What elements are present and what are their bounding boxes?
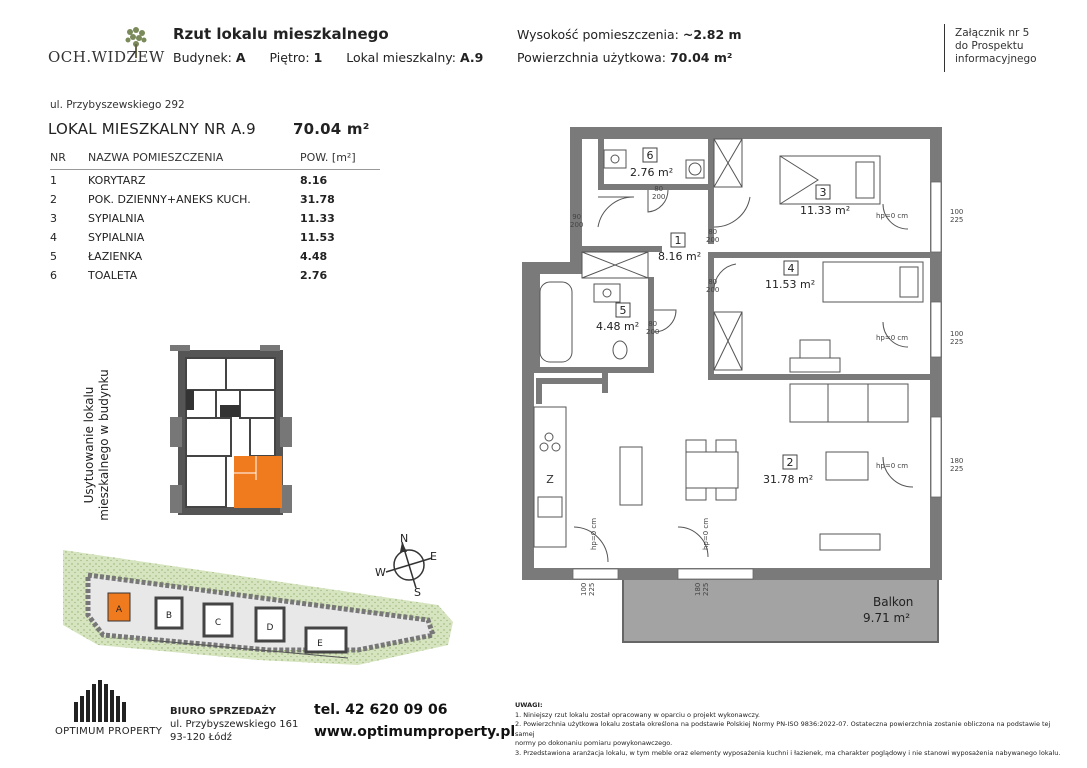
room-4-area: 11.53 m² [765, 278, 816, 291]
annex-divider [944, 24, 945, 72]
och-widzew-logo [48, 24, 165, 72]
unit-value: A.9 [459, 50, 484, 65]
hp-label: hp=0 cm [876, 462, 909, 470]
cell-nr: 2 [50, 193, 57, 206]
building-info [173, 50, 483, 65]
cell-name: ŁAZIENKA [88, 250, 143, 263]
cell-name: SYPIALNIA [88, 212, 145, 225]
compass-e: E [430, 550, 437, 563]
unit-label: Lokal mieszkalny: [346, 50, 456, 65]
sales-office [170, 705, 298, 744]
unit-area: 70.04 m² [293, 120, 370, 138]
col-name: NAZWA POMIESZCZENIA [88, 150, 300, 170]
window-mark: 180 225 [694, 582, 710, 596]
room-height [517, 27, 742, 42]
hp-label: hp=0 cm [876, 334, 909, 342]
table-row [50, 227, 380, 246]
location-caption-line: Usytuowanie lokalu [82, 386, 96, 504]
highlighted-unit [234, 456, 282, 508]
cell-name: KORYTARZ [88, 174, 146, 187]
hp-label: hp=0 cm [702, 517, 710, 550]
balcony-area: 9.71 m² [863, 611, 911, 625]
building-value: A [235, 50, 246, 65]
office-street: ul. Przybyszewskiego 161 [170, 719, 299, 730]
cell-name: POK. DZIENNY+ANEKS KUCH. [88, 193, 251, 206]
annex-note [955, 27, 1037, 66]
table-row [50, 189, 380, 208]
note-line: 2. Powierzchnia użytkowa lokalu została określona na podstawie Polskiej Normy PN-ISO 9836:2022-07. Ostateczna powierzchnia zostanie obliczona na podstawie tej samej [515, 720, 1051, 738]
cell-name: TOALETA [88, 269, 138, 282]
door-mark: 80 200 [646, 320, 660, 336]
room-1-number: 1 [674, 234, 682, 247]
table-row [50, 246, 380, 265]
compass-w: W [375, 566, 386, 579]
window-mark: 100 225 [950, 208, 964, 224]
note-line: normy po dokonaniu pomiaru powykonawczego. [515, 739, 673, 747]
hp-label: hp=0 cm [590, 517, 598, 550]
hp-label: hp=0 cm [876, 212, 909, 220]
floor-value: 1 [313, 50, 323, 65]
page-title: Rzut lokalu mieszkalnego [173, 25, 389, 43]
site-label-d: D [266, 623, 274, 633]
room-2-area: 31.78 m² [763, 473, 814, 486]
room-2-number: 2 [786, 456, 794, 469]
cell-area: 31.78 [300, 193, 335, 206]
table-row [50, 208, 380, 227]
notes [515, 701, 1065, 758]
room-4-number: 4 [787, 262, 795, 275]
optimum-property-logo-icon [72, 680, 132, 722]
compass-icon [372, 530, 442, 600]
col-nr: NR [50, 150, 88, 170]
window-mark: 100 225 [950, 330, 964, 346]
floor-label: Piętro: [269, 50, 310, 65]
office-title: BIURO SPRZEDAŻY [170, 706, 276, 717]
cell-area: 4.48 [300, 250, 328, 263]
window-mark: 100 225 [580, 582, 596, 596]
balcony-label: Balkon [873, 595, 914, 609]
address: ul. Przybyszewskiego 292 [50, 99, 185, 111]
area-value: 70.04 m² [669, 50, 733, 65]
cell-area: 11.33 [300, 212, 335, 225]
site-label-b: B [165, 611, 173, 621]
building-label: Budynek: [173, 50, 232, 65]
logo-wordmark: OCH.WIDZEW [48, 48, 165, 66]
annex-line: do Prospektu [955, 40, 1024, 52]
table-row [50, 265, 380, 284]
room-6-number: 6 [646, 149, 654, 162]
website-link[interactable]: www.optimumproperty.pl [314, 724, 516, 740]
cell-area: 2.76 [300, 269, 328, 282]
annex-line: informacyjnego [955, 53, 1037, 65]
col-area: POW. [m²] [300, 150, 380, 170]
usable-area [517, 50, 732, 65]
cell-nr: 3 [50, 212, 57, 225]
compass-s: S [414, 586, 421, 599]
site-label-a: A [115, 605, 123, 615]
office-city: 93-120 Łódź [170, 732, 232, 743]
notes-title: UWAGI: [515, 701, 543, 709]
building-mini-plan [160, 345, 310, 525]
floor-plan [518, 122, 948, 647]
window-mark: 180 225 [950, 457, 964, 473]
height-value: ~2.82 m [682, 27, 742, 42]
room-3-area: 11.33 m² [800, 204, 851, 217]
site-label-c: C [214, 618, 222, 628]
note-line: 1. Niniejszy rzut lokalu został opracowany w oparciu o projekt wykonawczy. [515, 710, 760, 719]
note-line: 3. Przedstawiona aranżacja lokalu, w tym meble oraz elementy wyposażenia kuchni i łazienek, ma charakter poglądowy i nie stanowi wyposażenia nabywanego lokalu. [515, 748, 1061, 757]
height-label: Wysokość pomieszczenia: [517, 27, 679, 42]
area-label: Powierzchnia użytkowa: [517, 50, 666, 65]
cell-name: SYPIALNIA [88, 231, 145, 244]
room-6-area: 2.76 m² [630, 166, 674, 179]
footer-logo-wordmark: OPTIMUM PROPERTY [55, 726, 163, 737]
cell-area: 8.16 [300, 174, 328, 187]
cell-nr: 4 [50, 231, 57, 244]
table-row [50, 170, 380, 190]
table-header-row [50, 150, 380, 170]
cell-area: 11.53 [300, 231, 335, 244]
location-caption-line: mieszkalnego w budynku [97, 369, 111, 521]
door-mark: 80 200 [706, 278, 720, 294]
door-mark: 80 200 [706, 228, 720, 244]
annex-line: Załącznik nr 5 [955, 27, 1030, 39]
room-3-number: 3 [819, 186, 827, 199]
door-mark: 80 200 [652, 185, 666, 201]
cell-nr: 1 [50, 174, 57, 187]
door-mark: 90 200 [570, 213, 584, 229]
location-caption [82, 365, 112, 525]
room-5-area: 4.48 m² [596, 320, 640, 333]
cell-nr: 6 [50, 269, 57, 282]
kitchen-z-label: Z [546, 473, 554, 486]
room-1-area: 8.16 m² [658, 250, 702, 263]
cell-nr: 5 [50, 250, 57, 263]
phone-number: tel. 42 620 09 06 [314, 702, 448, 718]
site-label-e: E [317, 639, 323, 649]
room-table [50, 150, 380, 284]
room-5-number: 5 [619, 304, 627, 317]
unit-title: LOKAL MIESZKALNY NR A.9 [48, 120, 256, 138]
compass-n: N [400, 532, 409, 545]
